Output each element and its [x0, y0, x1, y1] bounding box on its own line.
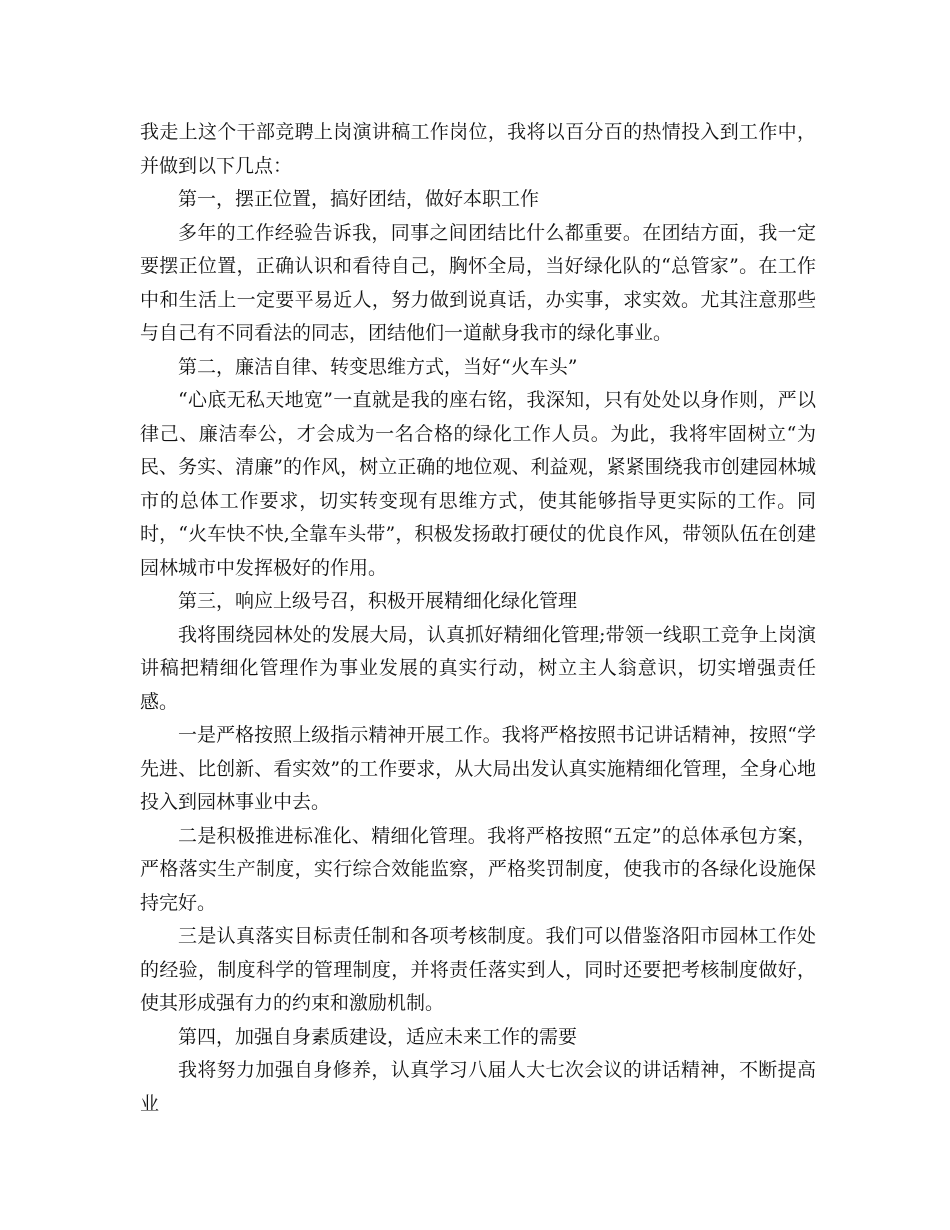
paragraph: 第四，加强自身素质建设，适应未来工作的需要 — [178, 1025, 578, 1048]
paragraph: 多年的工作经验告诉我，同事之间团结比什么都重要。在团结方面，我一定要摆正位置，正确认识和看待自己，胸怀全局，当好绿化队的“总管家”。在工作中和生活上一定要平易近人，努力做到说真话，办实事，求实效。尤其注意那些与自己有不同看法的同志，团结他们一道献身我市的绿化事业。 — [140, 221, 816, 344]
paragraph: “心底无私天地宽”一直就是我的座右铭，我深知，只有处处以身作则，严以律己、廉洁奉公，才会成为一名合格的绿化工作人员。为此，我将牢固树立“为民、务实、清廉”的作风，树立正确的地位观、利益观，紧紧围绕我市创建园林城市的总体工作要求，切实转变现有思维方式，使其能够指导更实际的工作。同时，“火车快不快,全靠车头带”，积极发扬敢打硬仗的优良作风，带领队伍在创建园林城市中发挥极好的作用。 — [140, 389, 816, 579]
paragraph: 第三，响应上级号召，积极开展精细化绿化管理 — [178, 590, 578, 612]
paragraph: 我走上这个干部竞聘上岗演讲稿工作岗位，我将以百分百的热情投入到工作中，并做到以下几点： — [140, 121, 816, 177]
paragraph: 第二，廉洁自律、转变思维方式，当好“火车头” — [178, 355, 578, 378]
document-body — [140, 116, 816, 1121]
paragraph: 我将围绕园林处的发展大局，认真抓好精细化管理;带领一线职工竞争上岗演讲稿把精细化管理作为事业发展的真实行动，树立主人翁意识，切实增强责任感。 — [140, 623, 816, 713]
paragraph: 一是严格按照上级指示精神开展工作。我将严格按照书记讲话精神，按照“学先进、比创新、看实效”的工作要求，从大局出发认真实施精细化管理，全身心地投入到园林事业中去。 — [140, 724, 816, 813]
paragraph: 三是认真落实目标责任制和各项考核制度。我们可以借鉴洛阳市园林工作处的经验，制度科学的管理制度，并将责任落实到人，同时还要把考核制度做好，使其形成强有力的约束和激励机制。 — [140, 925, 816, 1014]
paragraph: 第一，摆正位置，搞好团结，做好本职工作 — [178, 188, 540, 210]
paragraph: 我将努力加强自身修养，认真学习八届人大七次会议的讲话精神，不断提高业 — [140, 1059, 816, 1115]
paragraph: 二是积极推进标准化、精细化管理。我将严格按照“五定”的总体承包方案，严格落实生产制度，实行综合效能监察，严格奖罚制度，使我市的各绿化设施保持完好。 — [140, 824, 816, 914]
